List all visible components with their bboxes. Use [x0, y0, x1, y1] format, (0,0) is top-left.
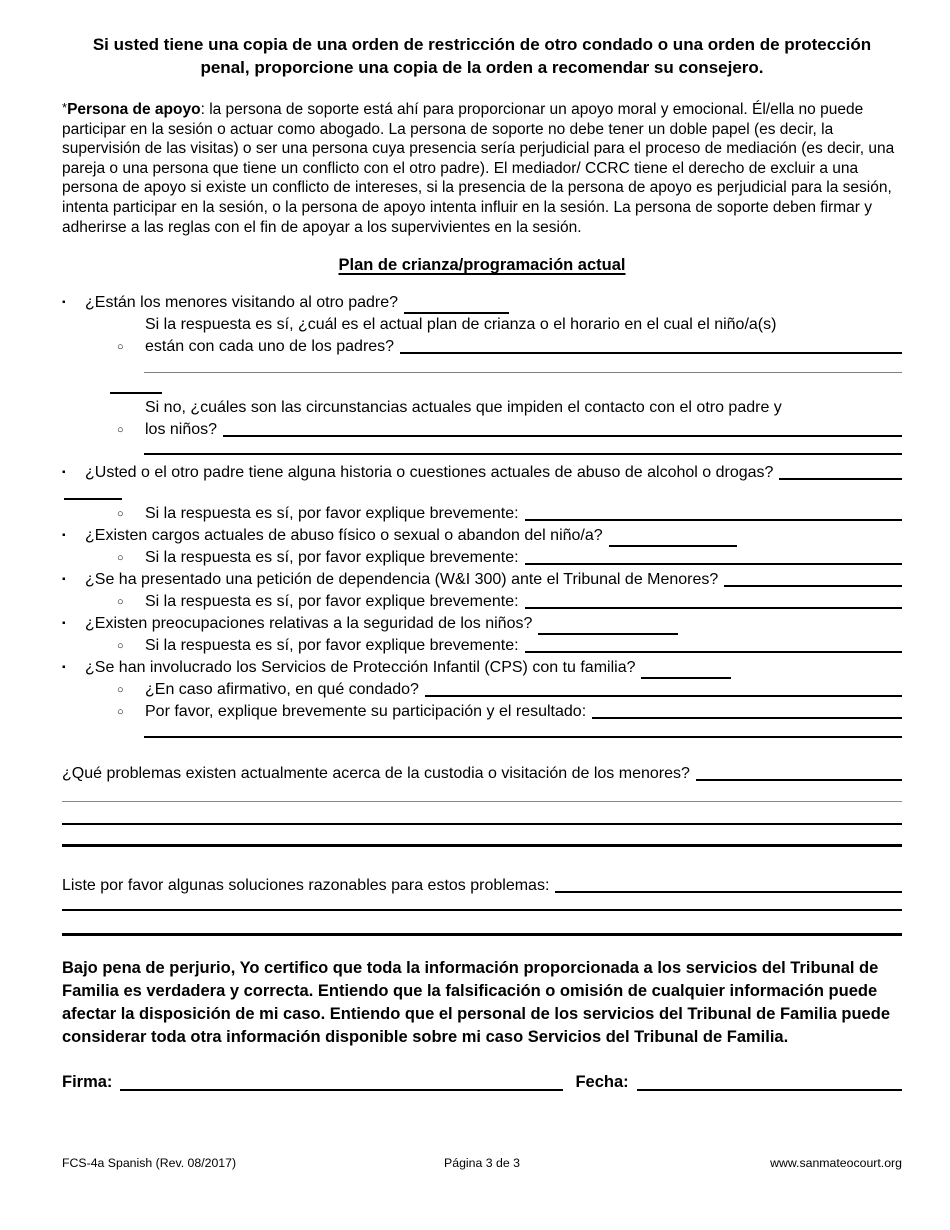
signature-row: [62, 1071, 902, 1093]
bullet-square-icon: ▪: [62, 297, 66, 309]
question-cps-result: ○ Por favor, explique brevemente su participación y el resultado:: [117, 701, 902, 723]
page-footer: [62, 1156, 902, 1170]
bullet-square-icon: ▪: [62, 467, 66, 479]
support-person-text: : la persona de soporte está ahí para proporcionar un apoyo moral y emocional. Él/ella no puede participar en la sesión o actuar como abogado. La persona de soporte no debe tener un doble papel (es decir, la supervisión de las visitas) o ser una persona cuya presencia sería perjudicial para el proceso de mediación (es decir, una pareja o una persona que tiene un conflicto con el otro padre). El mediador/ CCRC tiene el derecho de excluir a una persona de apoyo si existe un conflicto de intereses, si la presencia de la persona de apoyo es perjudicial para la sesión, intenta participar en la sesión, o la persona de apoyo intenta influir en la sesión. La persona de soporte deben firmar y adherirse a las reglas con el fin de apoyar a los supervivientes en la sesión.: [62, 101, 895, 236]
answer-line-solutions-2[interactable]: [62, 933, 902, 936]
answer-line-problems-3[interactable]: [62, 844, 902, 847]
restraining-order-notice: Si usted tiene una copia de una orden de restricción de otro condado o una orden de protección penal, proporcione una copia de la orden a recomendar su consejero.: [92, 35, 872, 77]
bullet-circle-icon: ○: [117, 341, 124, 354]
bullet-circle-icon: ○: [117, 508, 124, 521]
question-visiting: ▪ ¿Están los menores visitando al otro padre?: [62, 292, 902, 314]
answer-blank-dependency[interactable]: [724, 573, 902, 587]
answer-blank-safety-explain[interactable]: [525, 639, 902, 653]
answer-line-no-contact-2[interactable]: [144, 453, 902, 455]
answer-blank-substance-explain[interactable]: [525, 507, 902, 521]
question-substance-abuse: ▪ ¿Usted o el otro padre tiene alguna historia o cuestiones actuales de abuso de alcohol o drogas?: [62, 462, 902, 484]
answer-blank-current-plan[interactable]: [400, 340, 902, 354]
date-blank[interactable]: [637, 1077, 902, 1091]
question-no-contact: ○ Si no, ¿cuáles son las circunstancias actuales que impiden el contacto con el otro padre y los niños?: [117, 397, 902, 441]
answer-blank-visiting[interactable]: [404, 300, 509, 314]
answer-blank-cps[interactable]: [641, 665, 731, 679]
question-safety-concerns: ▪ ¿Existen preocupaciones relativas a la seguridad de los niños?: [62, 613, 902, 635]
answer-line-problems-2[interactable]: [62, 823, 902, 825]
answer-blank-dependency-explain[interactable]: [525, 595, 902, 609]
answer-blank-safety[interactable]: [538, 621, 678, 635]
answer-line-cps-result-2[interactable]: [144, 736, 902, 738]
bullet-square-icon: ▪: [62, 662, 66, 674]
footnote-asterisk: *: [62, 100, 68, 115]
answer-blank-abuse-charges[interactable]: [609, 533, 737, 547]
footer-form-number: FCS-4a Spanish (Rev. 08/2017): [62, 1156, 237, 1170]
question-dependency-petition: ▪ ¿Se ha presentado una petición de dependencia (W&I 300) ante el Tribunal de Menores?: [62, 569, 902, 591]
question-abuse-explain: ○ Si la respuesta es sí, por favor explique brevemente:: [117, 547, 902, 569]
answer-blank-cps-result[interactable]: [592, 705, 902, 719]
question-safety-explain: ○ Si la respuesta es sí, por favor explique brevemente:: [117, 635, 902, 657]
bullet-square-icon: ▪: [62, 618, 66, 630]
support-person-term: Persona de apoyo: [67, 101, 201, 118]
bullet-circle-icon: ○: [117, 706, 124, 719]
answer-line-solutions-1[interactable]: [62, 909, 902, 911]
bullet-circle-icon: ○: [117, 552, 124, 565]
answer-line-problems-1[interactable]: [62, 801, 902, 802]
answer-line-current-plan-2[interactable]: [144, 372, 902, 373]
answer-blank-solutions[interactable]: [555, 879, 902, 893]
support-person-paragraph: [62, 98, 902, 237]
answer-blank-abuse-explain[interactable]: [525, 551, 902, 565]
bullet-circle-icon: ○: [117, 596, 124, 609]
footer-website: www.sanmateocourt.org: [770, 1156, 902, 1170]
answer-blank-problems[interactable]: [696, 767, 902, 781]
question-abuse-charges: ▪ ¿Existen cargos actuales de abuso físico o sexual o abandon del niño/a?: [62, 525, 902, 547]
footer-page-number: Página 3 de 3: [444, 1156, 520, 1170]
question-current-plan: ○ Si la respuesta es sí, ¿cuál es el actual plan de crianza o el horario en el cual el niño/a(s) están con cada uno de los padres?: [117, 314, 902, 358]
bullet-circle-icon: ○: [117, 424, 124, 437]
answer-blank-cps-county[interactable]: [425, 683, 902, 697]
answer-line-substance-abuse-2[interactable]: [64, 498, 122, 500]
question-custody-problems: ¿Qué problemas existen actualmente acerca de la custodia o visitación de los menores?: [62, 763, 902, 785]
question-solutions: Liste por favor algunas soluciones razonables para estos problemas:: [62, 875, 902, 897]
question-dependency-explain: ○ Si la respuesta es sí, por favor explique brevemente:: [117, 591, 902, 613]
question-list: [62, 292, 902, 738]
answer-line-current-plan-3[interactable]: [110, 392, 162, 394]
answer-blank-no-contact[interactable]: [223, 423, 902, 437]
question-cps-involvement: ▪ ¿Se han involucrado los Servicios de Protección Infantil (CPS) con tu familia?: [62, 657, 902, 679]
signature-label: Firma:: [62, 1073, 113, 1092]
bullet-square-icon: ▪: [62, 530, 66, 542]
question-cps-county: ○ ¿En caso afirmativo, en qué condado?: [117, 679, 902, 701]
date-label: Fecha:: [575, 1073, 629, 1092]
perjury-certification: Bajo pena de perjurio, Yo certifico que toda la información proporcionada a los servicios del Tribunal de Familia es verdadera y correcta. Entiendo que la falsificación o omisión de cualquier información puede afectar la disposición de mi caso. Entiendo que el personal de los servicios del Tribunal de Familia puede considerar toda otra información disponible sobre mi caso Servicios del Tribunal de Familia.: [62, 959, 890, 1047]
bullet-square-icon: ▪: [62, 574, 66, 586]
bullet-circle-icon: ○: [117, 684, 124, 697]
signature-blank[interactable]: [120, 1077, 563, 1091]
question-substance-explain: ○ Si la respuesta es sí, por favor explique brevemente:: [117, 503, 902, 525]
answer-blank-substance-abuse[interactable]: [779, 466, 902, 480]
section-title: Plan de crianza/programación actual: [338, 256, 626, 275]
bullet-circle-icon: ○: [117, 640, 124, 653]
